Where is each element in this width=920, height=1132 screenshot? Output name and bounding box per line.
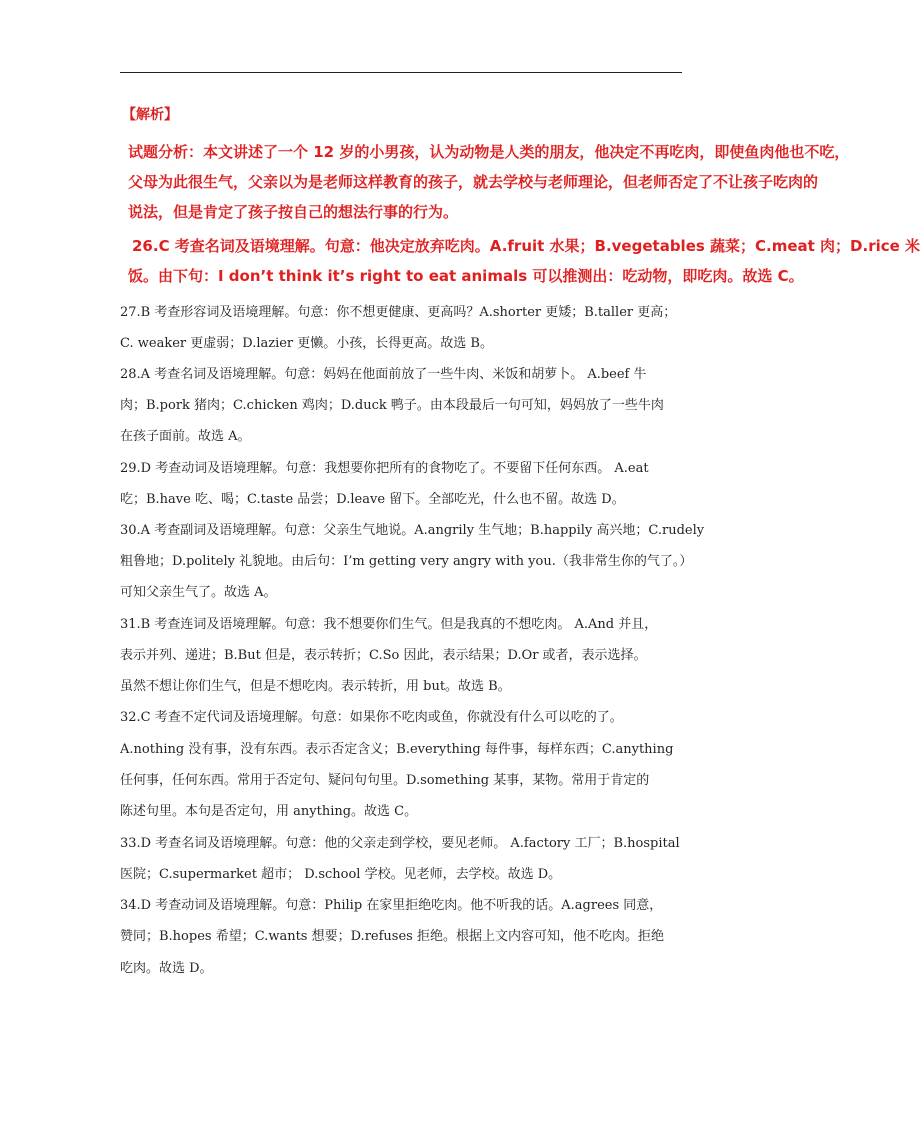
explanation-line: 表示并列、递进；B.But 但是，表示转折；C.So 因此，表示结果；D.Or 或者，表示选择。 — [120, 648, 647, 663]
explanation-line: 29.D 考查动词及语境理解。句意：我想要你把所有的食物吃了。不要留下任何东西。 A.eat — [120, 461, 649, 476]
explanation-line: A.nothing 没有事，没有东西。表示否定含义；B.everything 每件事，每样东西；C.anything — [120, 742, 674, 757]
analysis-tag: 【解析】 — [122, 107, 178, 123]
header-rule — [120, 72, 682, 73]
explanation-line: 28.A 考查名词及语境理解。句意：妈妈在他面前放了一些牛肉、米饭和胡萝卜。 A.beef 牛 — [120, 367, 647, 382]
explanation-line: 肉；B.pork 猪肉；C.chicken 鸡肉；D.duck 鸭子。由本段最后一句可知，妈妈放了一些牛肉 — [120, 398, 664, 413]
analysis-line: 26.C 考查名词及语境理解。句意：他决定放弃吃肉。A.fruit 水果；B.vegetables 蔬菜；C.meat 肉；D.rice 米 — [132, 237, 920, 255]
analysis-line: 试题分析：本文讲述了一个 12 岁的小男孩，认为动物是人类的朋友，他决定不再吃肉，即使鱼肉他也不吃， — [128, 143, 850, 161]
explanation-line: 医院；C.supermarket 超市； D.school 学校。见老师，去学校。故选 D。 — [120, 867, 562, 882]
explanation-line: 32.C 考查不定代词及语境理解。句意：如果你不吃肉或鱼，你就没有什么可以吃的了。 — [120, 710, 623, 725]
explanation-line: 任何事，任何东西。常用于否定句、疑问句句里。D.something 某事，某物。常用于肯定的 — [120, 773, 650, 788]
explanation-line: 可知父亲生气了。故选 A。 — [120, 585, 277, 600]
explanation-line: 27.B 考查形容词及语境理解。句意：你不想更健康、更高吗？A.shorter 更矮；B.taller 更高； — [120, 305, 677, 320]
analysis-line: 饭。由下句：I don’t think it’s right to eat animals 可以推测出：吃动物，即吃肉。故选 C。 — [128, 267, 804, 285]
explanation-line: 30.A 考查副词及语境理解。句意：父亲生气地说。A.angrily 生气地；B.happily 高兴地；C.rudely — [120, 523, 705, 538]
explanation-line: 31.B 考查连词及语境理解。句意：我不想要你们生气。但是我真的不想吃肉。 A.And 并且， — [120, 617, 658, 632]
explanation-line: 在孩子面前。故选 A。 — [120, 429, 251, 444]
explanation-line: C. weaker 更虚弱；D.lazier 更懒。小孩，长得更高。故选 B。 — [120, 336, 493, 351]
explanation-line: 33.D 考查名词及语境理解。句意：他的父亲走到学校，要见老师。 A.factory 工厂；B.hospital — [120, 836, 680, 851]
explanation-line: 赞同；B.hopes 希望；C.wants 想要；D.refuses 拒绝。根据上文内容可知，他不吃肉。拒绝 — [120, 929, 664, 944]
explanation-line: 吃；B.have 吃、喝；C.taste 品尝；D.leave 留下。全部吃光，什么也不留。故选 D。 — [120, 492, 625, 507]
explanation-line: 吃肉。故选 D。 — [120, 961, 213, 976]
explanation-line: 虽然不想让你们生气，但是不想吃肉。表示转折，用 but。故选 B。 — [120, 679, 511, 694]
analysis-line: 父母为此很生气，父亲以为是老师这样教育的孩子，就去学校与老师理论，但老师否定了不让孩子吃肉的 — [128, 173, 819, 191]
analysis-line: 说法，但是肯定了孩子按自己的想法行事的行为。 — [128, 203, 459, 221]
explanation-line: 34.D 考查动词及语境理解。句意：Philip 在家里拒绝吃肉。他不听我的话。A.agrees 同意， — [120, 898, 663, 913]
explanation-line: 粗鲁地；D.politely 礼貌地。由后句：I’m getting very angry with you.（我非常生你的气了。） — [120, 554, 693, 569]
explanation-line: 陈述句里。本句是否定句，用 anything。故选 C。 — [120, 804, 418, 819]
